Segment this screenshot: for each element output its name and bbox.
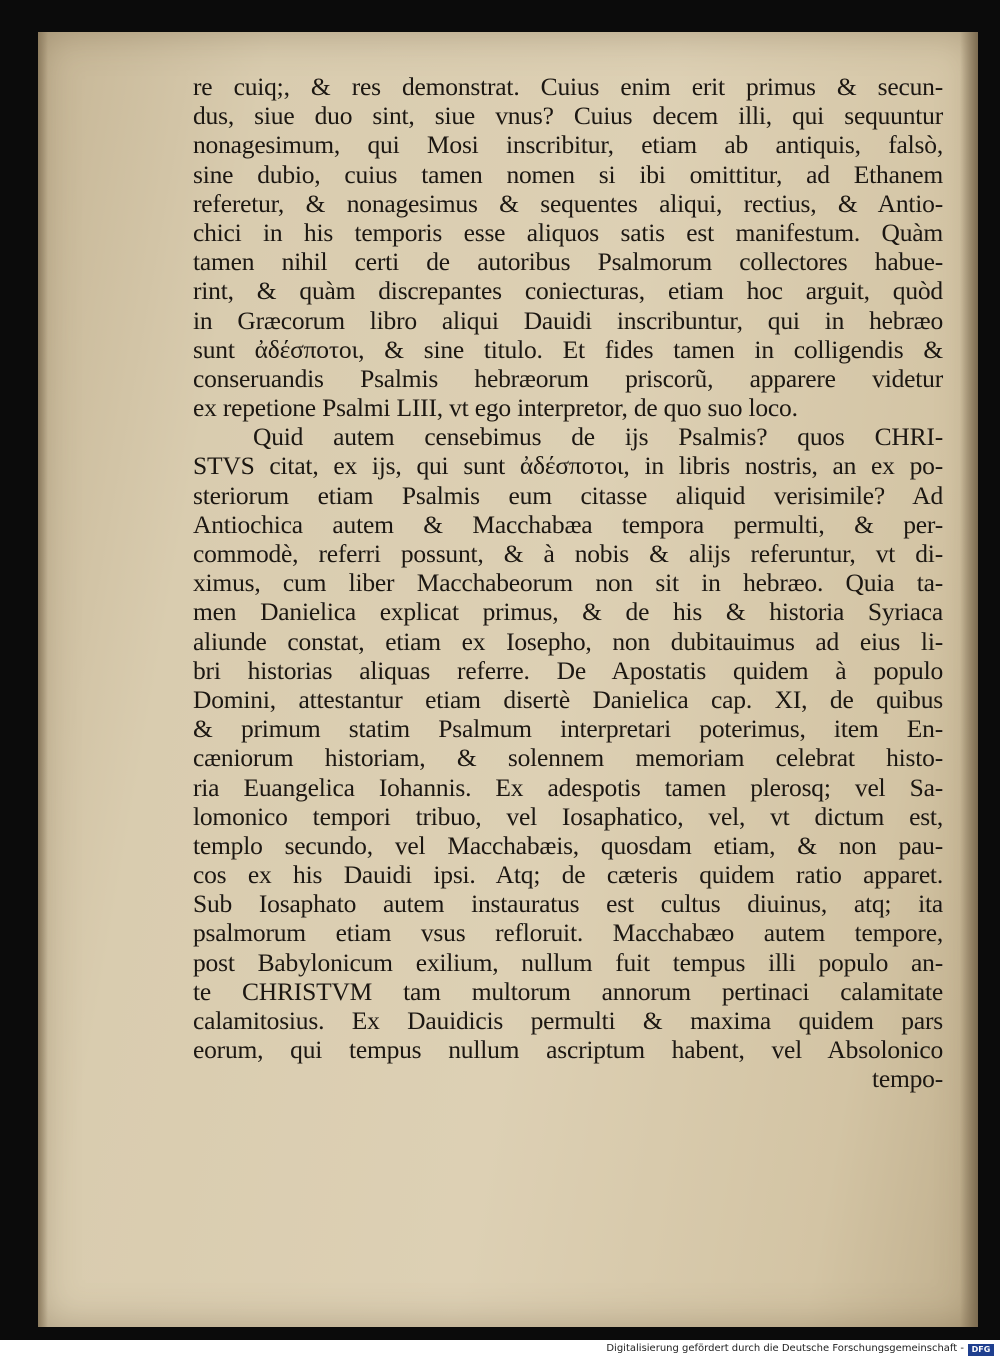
text-line: dus, siue duo sint, siue vnus? Cuius decem illi, qui sequuntur [193, 101, 943, 131]
text-line: ex repetione Psalmi LIII, vt ego interpretor, de quo suo loco. [193, 393, 798, 423]
text-line: chici in his temporis esse aliquos satis est manifestum. Quàm [193, 217, 943, 247]
text-line: rint, & quàm discrepantes coniecturas, etiam hoc arguit, quòd [193, 276, 943, 306]
text-line: Antiochica autem & Macchabæa tempora permulti, & per- [193, 509, 943, 539]
text-line: sine dubio, cuius tamen nomen si ibi omittitur, ad Ethanem [193, 159, 943, 189]
page-edge-shadow [960, 32, 978, 1327]
digitization-footer [0, 1340, 1000, 1360]
text-line: ria Euangelica Iohannis. Ex adespotis tamen plerosq; vel Sa- [193, 772, 943, 802]
page-gutter-shadow [38, 32, 48, 1327]
text-line: men Danielica explicat primus, & de his & historia Syriaca [193, 597, 943, 627]
footer-credit-text: Digitalisierung gefördert durch die Deutsche Forschungsgemeinschaft - [606, 1343, 964, 1354]
dfg-logo-icon: DFG [968, 1344, 994, 1356]
text-line: referetur, & nonagesimus & sequentes aliqui, rectius, & Antio- [193, 188, 943, 218]
text-line: post Babylonicum exilium, nullum fuit tempus illi populo an- [193, 947, 943, 977]
text-line: te CHRISTVM tam multorum annorum pertinaci calamitate [193, 976, 943, 1006]
text-line: re cuiq;, & res demonstrat. Cuius enim erit primus & secun- [193, 72, 943, 101]
paragraph-start-line: Quid autem censebimus de ijs Psalmis? quos CHRI- [253, 422, 943, 452]
text-line: aliunde constat, etiam ex Iosepho, non dubitauimus ad eius li- [193, 626, 943, 656]
catchword: tempo- [871, 1064, 943, 1094]
text-line: ximus, cum liber Macchabeorum non sit in hebræo. Quia ta- [193, 568, 943, 598]
text-line: calamitosius. Ex Dauidicis permulti & maxima quidem pars [193, 1006, 943, 1035]
page-text-block [193, 72, 943, 1094]
text-line: sunt ἀδέσποτοι, & sine titulo. Et fides tamen in colligendis & [193, 334, 943, 364]
text-line: steriorum etiam Psalmis eum citasse aliquid verisimile? Ad [193, 480, 943, 510]
text-line: STVS citat, ex ijs, qui sunt ἀδέσποτοι, in libris nostris, an ex po- [193, 451, 943, 481]
text-line: cos ex his Dauidi ipsi. Atq; de cæteris quidem ratio apparet. [193, 860, 943, 890]
text-line: tamen nihil certi de autoribus Psalmorum collectores habue- [193, 247, 943, 277]
text-line: in Græcorum libro aliqui Dauidi inscribuntur, qui in hebræo [193, 305, 943, 335]
text-line: templo secundo, vel Macchabæis, quosdam etiam, & non pau- [193, 830, 943, 860]
text-line: eorum, qui tempus nullum ascriptum habent, vel Absolonico [193, 1035, 943, 1065]
text-line: psalmorum etiam vsus refloruit. Macchabæo autem tempore, [193, 918, 943, 948]
text-line: Sub Iosaphato autem instauratus est cultus diuinus, atq; ita [193, 889, 943, 919]
text-line: conseruandis Psalmis hebræorum priscorũ, apparere videtur [193, 363, 943, 393]
text-line: nonagesimum, qui Mosi inscribitur, etiam ab antiquis, falsò, [193, 130, 943, 160]
text-line: & primum statim Psalmum interpretari poterimus, item En- [193, 714, 943, 744]
text-line: Domini, attestantur etiam disertè Danielica cap. XI, de quibus [193, 684, 943, 714]
text-line: lomonico tempori tribuo, vel Iosaphatico, vel, vt dictum est, [193, 801, 943, 831]
text-line: commodè, referri possunt, & à nobis & alijs referuntur, vt di- [193, 539, 943, 568]
text-line: bri historias aliquas referre. De Apostatis quidem à populo [193, 655, 943, 685]
text-line: cæniorum historiam, & solennem memoriam celebrat histo- [193, 743, 943, 773]
